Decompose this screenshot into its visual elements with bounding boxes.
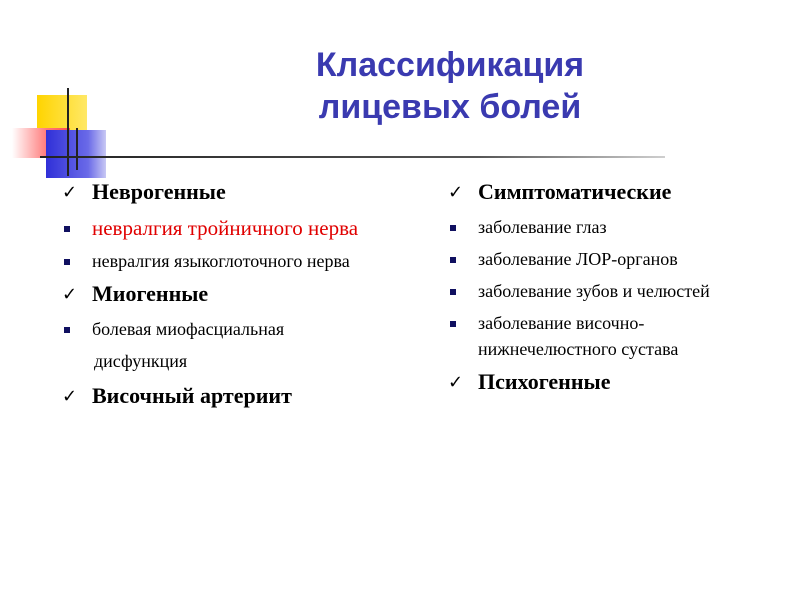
list-item (448, 368, 768, 396)
square-bullet-icon (450, 257, 456, 263)
item-text: заболевание височно-нижнечелюстного сустава (478, 313, 679, 359)
list-item (448, 214, 768, 240)
checkmark-icon: ✓ (62, 386, 78, 407)
item-text: болевая миофасциальная (92, 319, 285, 339)
item-text: невралгия языкоглоточного нерва (92, 251, 350, 271)
list-item (62, 316, 402, 342)
item-text: Миогенные (92, 281, 209, 306)
square-bullet-icon (450, 289, 456, 295)
vertical-line (67, 88, 69, 176)
item-text: Височный артериит (92, 383, 292, 408)
square-bullet-icon (450, 321, 456, 327)
list-item (62, 280, 402, 308)
square-bullet-icon (450, 225, 456, 231)
square-bullet-icon (64, 327, 70, 333)
list-item (448, 310, 768, 362)
square-bullet-icon (64, 226, 70, 232)
checkmark-icon: ✓ (62, 284, 78, 305)
item-text: заболевание зубов и челюстей (478, 281, 710, 301)
item-continuation: дисфункция (94, 351, 188, 371)
list-item (448, 178, 768, 206)
right-column (448, 178, 768, 404)
list-item (62, 178, 402, 206)
list-item (448, 278, 768, 304)
item-text: заболевание ЛОР-органов (478, 249, 678, 269)
left-column (62, 178, 402, 418)
title-line-2: лицевых болей (318, 88, 582, 126)
list-item (62, 382, 402, 410)
list-item (62, 214, 402, 242)
item-text: заболевание глаз (478, 217, 607, 237)
item-text: Психогенные (478, 369, 611, 394)
decorative-corner (0, 0, 120, 190)
item-text: Симптоматические (478, 179, 672, 204)
checkmark-icon: ✓ (448, 182, 464, 203)
item-text: Неврогенные (92, 179, 226, 204)
slide-title (170, 44, 730, 128)
square-bullet-icon (64, 259, 70, 265)
title-divider (40, 156, 665, 158)
title-line-1: Классификация (315, 46, 585, 84)
checkmark-icon: ✓ (448, 372, 464, 393)
list-item (448, 246, 768, 272)
vertical-line (76, 128, 78, 170)
item-text: невралгия тройничного нерва (92, 216, 359, 240)
checkmark-icon: ✓ (62, 182, 78, 203)
list-item (62, 248, 402, 274)
